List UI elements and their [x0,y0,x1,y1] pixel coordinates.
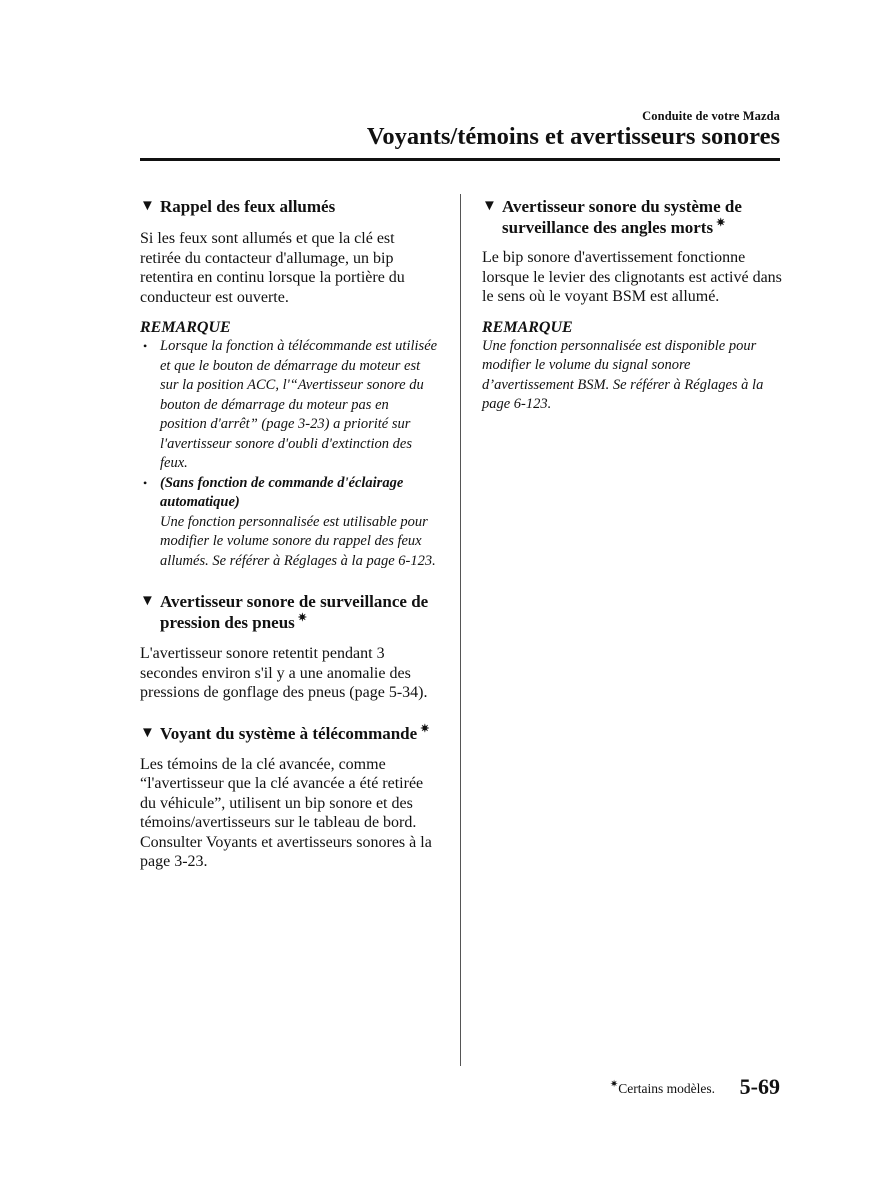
section-heading-text: Voyant du système à télécommande [160,723,418,743]
list-item-condition: (Sans fonction de commande d'éclairage automatique) [160,474,404,510]
remark-title: REMARQUE [482,318,573,336]
star-icon: ✷ [716,217,726,229]
body-paragraph: Le bip sonore d'avertissement fonctionne lorsque le levier des clignotants est activé dans le sens où le voyant BSM est allumé. [482,249,782,305]
section-heading [482,196,782,238]
footnote [610,1081,715,1097]
section-heading [140,196,438,217]
remark-list [140,337,438,571]
section-heading [140,591,438,633]
list-item-text: Lorsque la fonction à télécommande est utilisée et que le bouton de démarrage du moteur est sur la position ACC, l'“Avertisseur sonore du bouton de démarrage du moteur pas en position d'arrêt” (page 3-23) a priorité sur l'avertisseur sonore d'oubli d'extinction des feux. [160,338,438,471]
remark-title: REMARQUE [140,319,231,336]
section-bsm [482,196,782,415]
section-rappel-feux [140,196,438,571]
list-item [140,337,438,474]
section-heading-text: Avertisseur sonore de surveillance de pression des pneus [160,592,429,632]
body-paragraph: Les témoins de la clé avancée, comme “l'avertisseur que la clé avancée a été retirée du véhicule”, utilisent un bip sonore et des témoins/avertisseurs sur le tableau de bord. [140,755,424,831]
left-column [140,196,438,872]
bullet-icon: • [143,475,148,490]
body-paragraph: Consulter Voyants et avertisseurs sonores à la page 3-23. [140,833,432,870]
bullet-icon: • [143,339,148,353]
list-item [140,474,438,572]
right-column [482,196,782,415]
star-icon: ✷ [420,722,430,735]
triangle-icon: ▼ [482,198,497,214]
section-heading-text: Avertisseur sonore du système de surveillance des angles morts [502,197,742,237]
remark-text: Une fonction personnalisée est disponible pour modifier le volume du signal sonore d’avertissement BSM. Se référer à Réglages à la page 6-123. [482,337,764,412]
page-title: Voyants/témoins et avertisseurs sonores [366,123,780,150]
column-divider [460,194,461,1066]
list-item-text: Une fonction personnalisée est utilisable pour modifier le volume sonore du rappel des feux allumés. Se référer à Réglages à la page 6-123. [160,513,436,569]
star-icon: ✷ [297,612,308,624]
body-paragraph: Si les feux sont allumés et que la clé est retirée du contacteur d'allumage, un bip retentira en continu lorsque la portière du conducteur est ouverte. [140,230,405,306]
triangle-icon: ▼ [140,198,155,214]
triangle-icon: ▼ [140,724,155,741]
footnote-text: Certains modèles. [618,1081,715,1096]
body-paragraph: L'avertisseur sonore retentit pendant 3 secondes environ s'il y a une anomalie des pressions de gonflage des pneus (page 5-34). [140,645,428,701]
section-pression-pneus [140,591,438,703]
section-heading [140,723,438,744]
section-heading-text: Rappel des feux allumés [160,197,336,216]
chapter-label: Conduite de votre Mazda [642,109,780,123]
triangle-icon: ▼ [140,593,155,609]
title-rule [140,158,780,161]
page-number: 5-69 [739,1074,780,1099]
section-voyant-telecommande [140,723,438,872]
star-icon: ✷ [609,1079,619,1090]
